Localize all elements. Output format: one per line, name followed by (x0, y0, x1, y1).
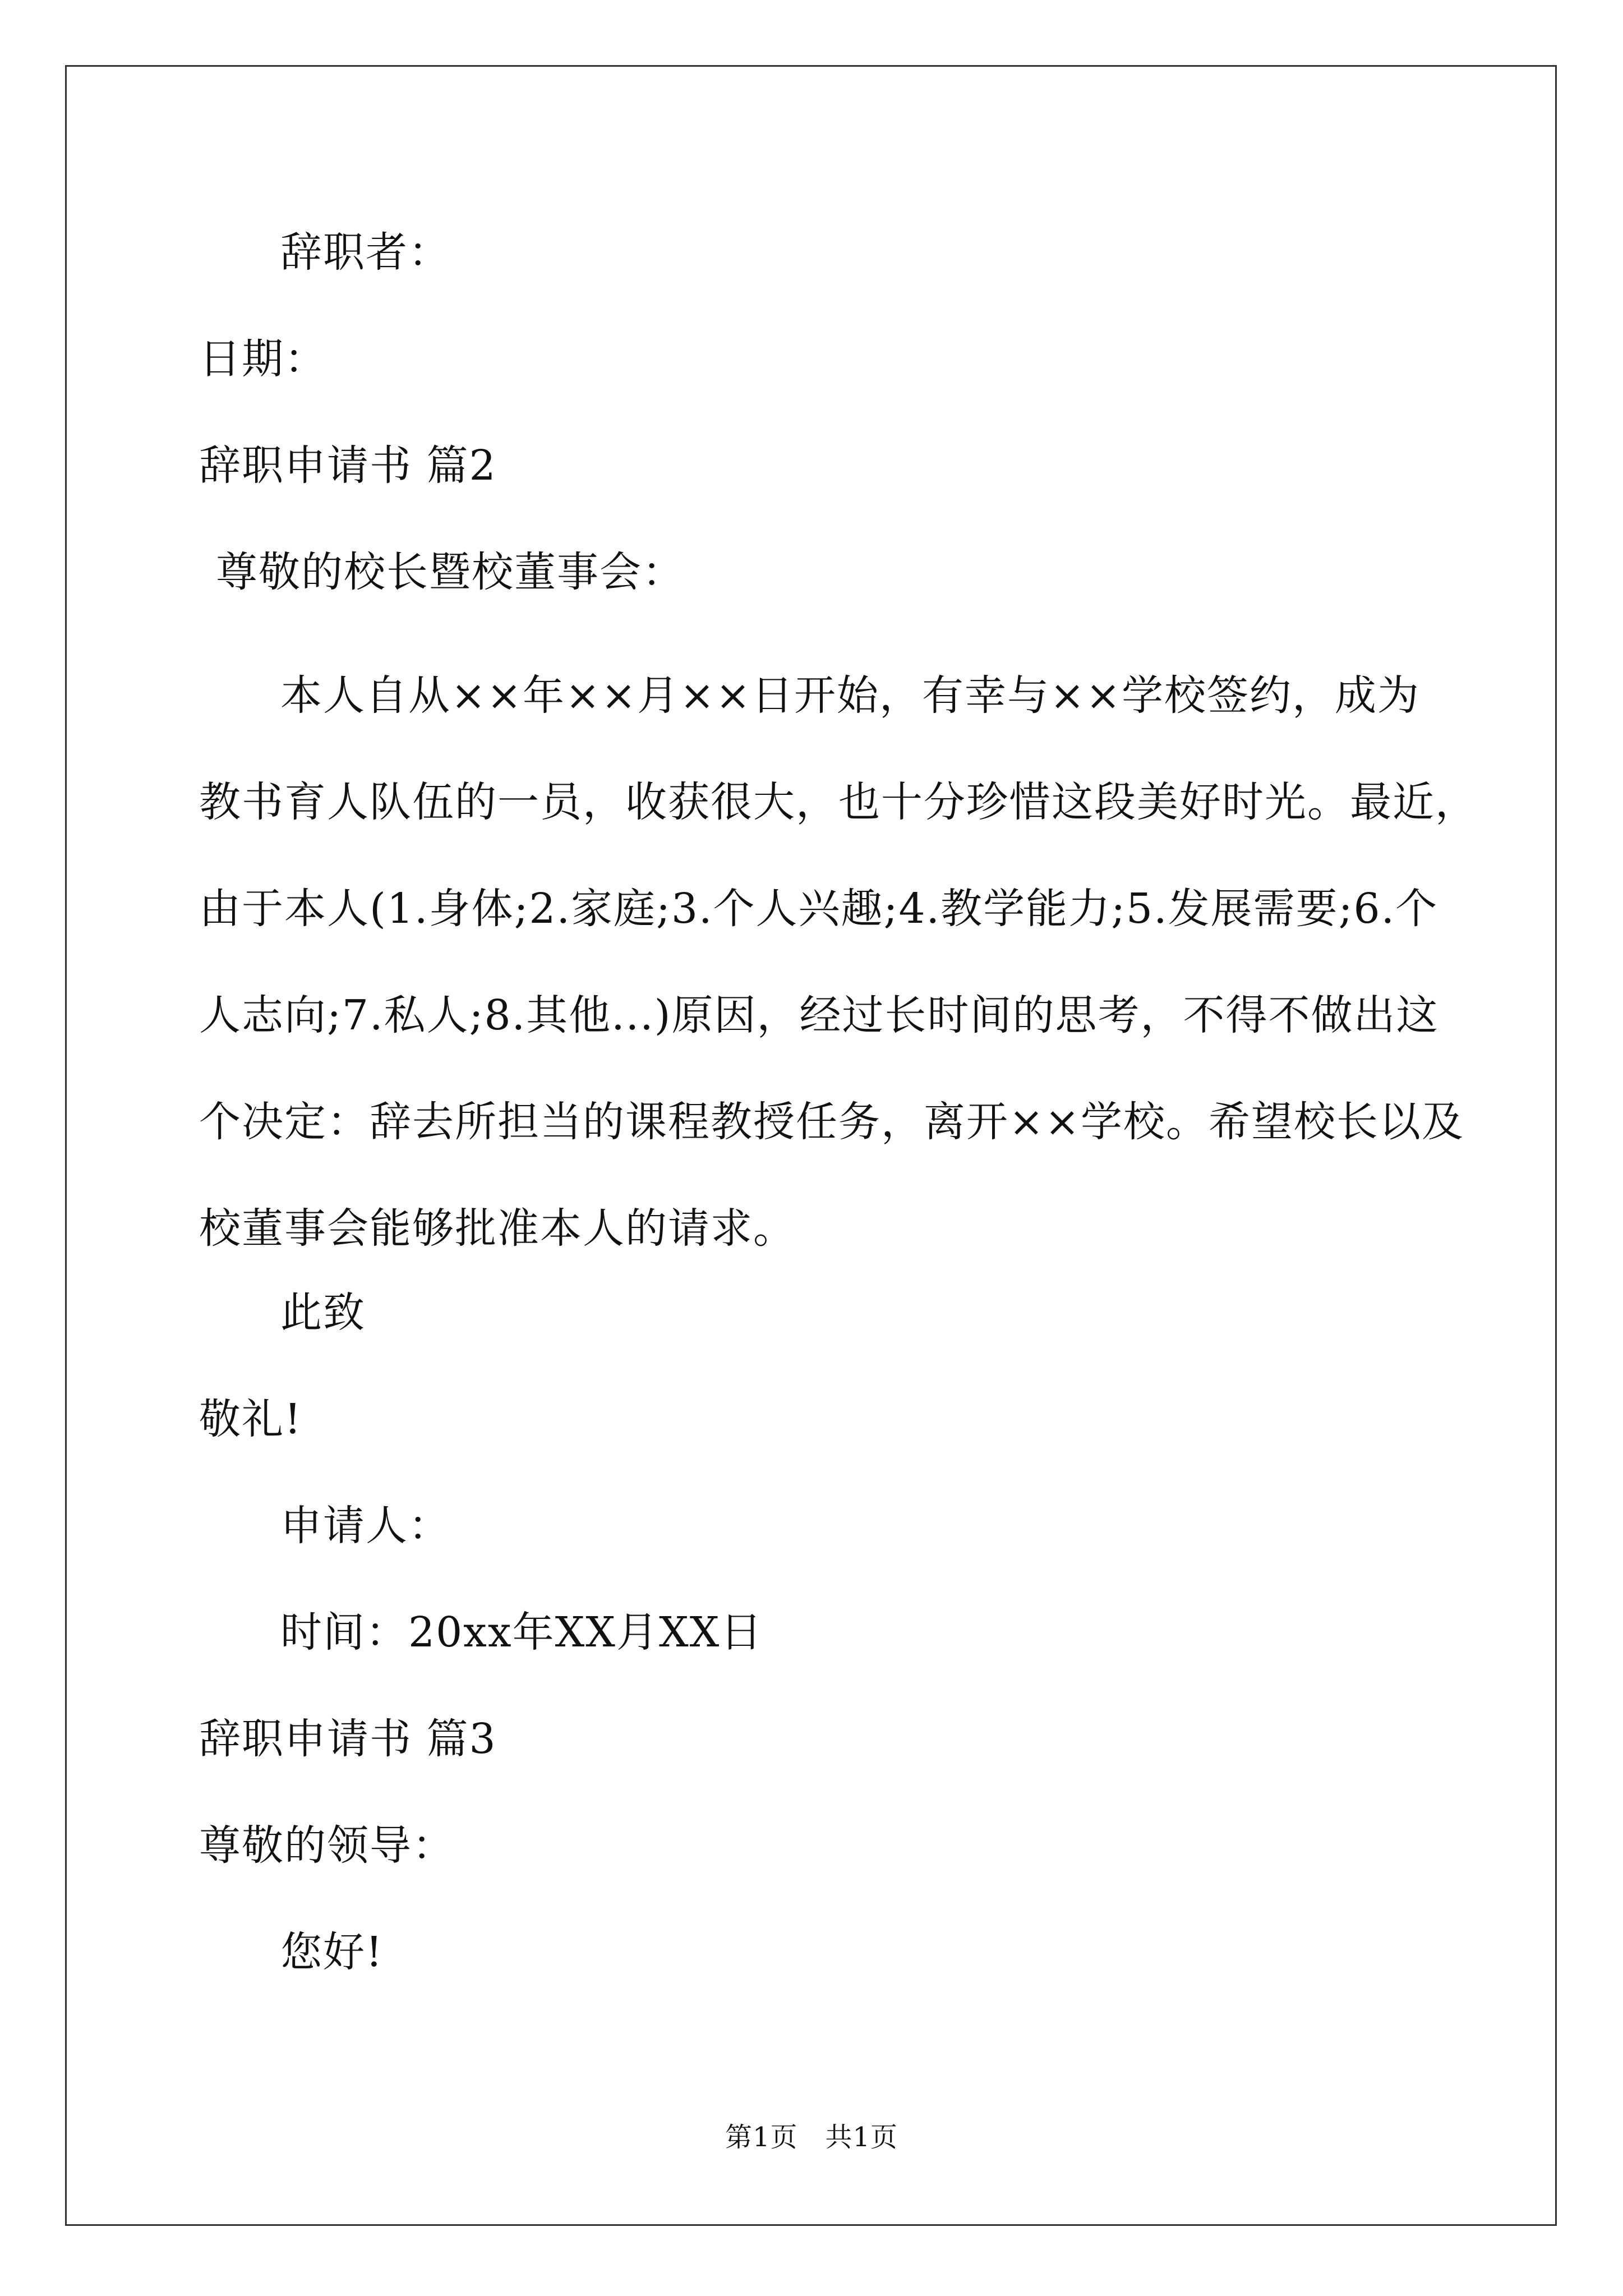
page-footer: 第1页 共1页 (725, 2122, 898, 2153)
body-line: 校董事会能够批准本人的请求。 (199, 1204, 796, 1253)
body-line: 个决定：辞去所担当的课程教授任务，离开××学校。希望校长以及 (199, 1098, 1465, 1146)
section-3-title: 辞职申请书 篇3 (199, 1715, 497, 1763)
body-line: 人志向;7.私人;8.其他...)原因，经过长时间的思考，不得不做出这 (199, 991, 1439, 1039)
date-label: 日期： (199, 335, 327, 383)
resigner-label: 辞职者： (280, 228, 451, 277)
closing-cizhi: 此致 (280, 1289, 366, 1337)
salutation-principal: 尊敬的校长暨校董事会： (216, 548, 685, 596)
salutation-leader: 尊敬的领导： (199, 1821, 455, 1870)
body-line: 教书育人队伍的一员，收获很大，也十分珍惜这段美好时光。最近， (199, 778, 1478, 826)
body-line: 由于本人(1.身体;2.家庭;3.个人兴趣;4.教学能力;5.发展需要;6.个 (199, 885, 1438, 933)
closing-jingli: 敬礼! (199, 1395, 302, 1443)
greeting: 您好! (280, 1928, 384, 1976)
time-label: 时间：20xx年XX月XX日 (280, 1608, 763, 1657)
body-line: 本人自从××年××月××日开始，有幸与××学校签约，成为 (280, 671, 1421, 720)
section-2-title: 辞职申请书 篇2 (199, 441, 497, 490)
body-paragraph-2 (199, 642, 1478, 1282)
applicant-label: 申请人： (280, 1502, 451, 1550)
